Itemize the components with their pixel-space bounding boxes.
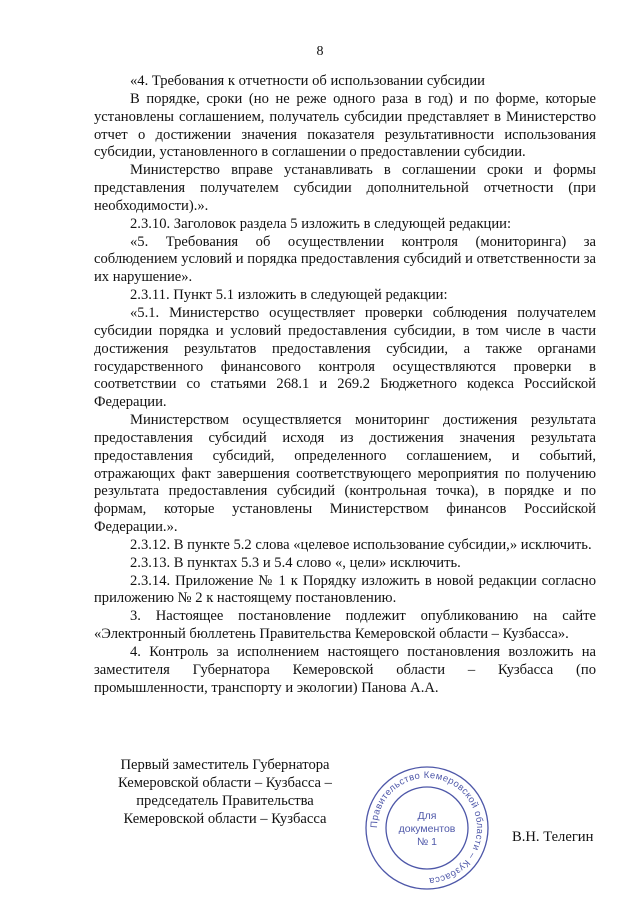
- paragraph: 2.3.14. Приложение № 1 к Порядку изложить в новой редакции согласно приложению № 2 к настоящему постановлению.: [94, 572, 596, 607]
- paragraph: 2.3.13. В пунктах 5.3 и 5.4 слово «, цели» исключить.: [130, 554, 461, 571]
- page-number: 8: [316, 44, 324, 59]
- paragraph: «5. Требования об осуществлении контроля (мониторинга) за соблюдением условий и порядка предоставления субсидий и ответственности за их нарушение».: [94, 233, 596, 286]
- signature-title-line: Первый заместитель Губернатора: [120, 757, 330, 773]
- stamp-ring-text: Правительство Кемеровской области – Кузбасса: [368, 769, 486, 887]
- paragraph: Министерством осуществляется мониторинг достижения результата предоставления субсидий исходя из достижения значения результата предоставления субсидий, определенного соглашением, и событий, отражающих факт завершения соответствующего мероприятия по получению результата предоставления субсидий (контрольная точка), в порядке и по формам, которые установлены Министерством финансов Российской Федерации.».: [94, 412, 596, 536]
- signature-title-line: Кемеровской области – Кузбасса –: [118, 774, 332, 791]
- paragraph: 4. Контроль за исполнением настоящего постановления возложить на заместителя Губернатора Кемеровской области – Кузбасса (по промышленности, транспорту и экологии) Панова А.А.: [94, 644, 596, 696]
- signature-title: [110, 757, 340, 828]
- section-4-heading: «4. Требования к отчетности об использовании субсидии: [130, 73, 485, 89]
- paragraph: 3. Настоящее постановление подлежит опубликованию на сайте «Электронный бюллетень Правительства Кемеровской области – Кузбасса».: [94, 608, 596, 643]
- signature-title-line: председатель Правительства: [136, 792, 314, 809]
- paragraph: Министерство вправе устанавливать в соглашении сроки и формы представления получателем субсидии дополнительной отчетности (при необходимости).».: [94, 162, 596, 214]
- stamp-center-line: № 1: [416, 836, 438, 848]
- paragraph: «5.1. Министерство осуществляет проверки соблюдения получателем субсидии порядка и условий предоставления субсидии, в том числе в части достижения результатов предоставления субсидии, а также органами государственного финансового контроля осуществляются проверки в соответствии со статьями 268.1 и 269.2 Бюджетного кодекса Российской Федерации.: [94, 304, 596, 411]
- paragraph: В порядке, сроки (но не реже одного раза в год) и по форме, которые установлены соглашением, получатель субсидии представляет в Министерство отчет о достижении значения показателя результативности использования субсидии, установленного в соглашении о предоставлении субсидии.: [94, 90, 596, 161]
- signer-name: В.Н. Телегин: [512, 829, 594, 845]
- official-stamp: [362, 763, 492, 893]
- signature-title-line: Кемеровской области – Кузбасса: [123, 810, 327, 827]
- paragraph: 2.3.11. Пункт 5.1 изложить в следующей редакции:: [130, 287, 448, 304]
- paragraph: 2.3.12. В пункте 5.2 слова «целевое использование субсидии,» исключить.: [130, 536, 592, 553]
- document-body: [94, 73, 596, 698]
- paragraph: 2.3.10. Заголовок раздела 5 изложить в следующей редакции:: [130, 215, 512, 232]
- stamp-center-line: Для: [417, 810, 437, 822]
- stamp-center-line: документов: [398, 823, 456, 835]
